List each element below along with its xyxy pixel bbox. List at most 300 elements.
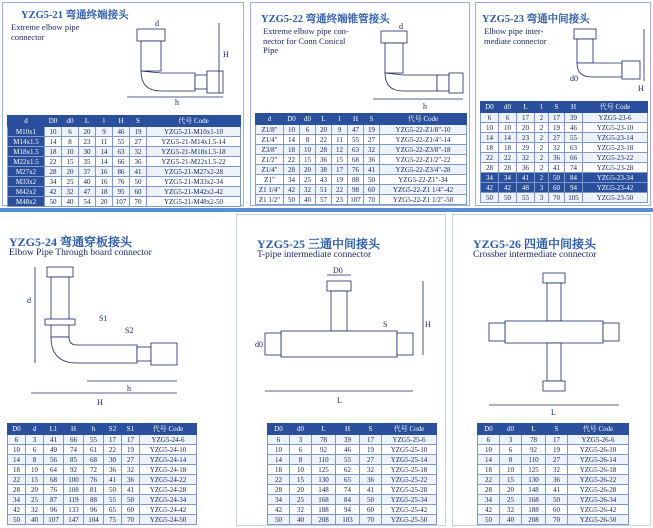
table-cell: 92 [64, 465, 84, 475]
panel-subtitle: Crossber intermediate connector [473, 250, 597, 260]
table-cell: 70 [130, 197, 147, 207]
panel-title: YZG5-21 弯通终端接头 [21, 10, 129, 21]
table-cell: 42 [268, 505, 290, 515]
table-cell: 41 [517, 173, 535, 183]
table-cell: 36 [517, 163, 535, 173]
table-row [8, 465, 197, 475]
table-cell: 12 [332, 145, 348, 155]
table-header-cell: d0 [500, 424, 522, 435]
table-cell: M42x2 [8, 187, 45, 197]
table-row [256, 185, 467, 195]
table-cell: YZG5-23-6 [583, 113, 648, 123]
table-row [268, 475, 437, 485]
table-cell: Z1 1/2" [256, 195, 284, 205]
table-cell: 55 [517, 193, 535, 203]
table-cell: 10 [45, 127, 62, 137]
table-cell: YZG5-23-14 [583, 133, 648, 143]
table-cell: 51 [316, 185, 332, 195]
through-board-elbow-drawing [27, 263, 207, 413]
elbow-intermediate-drawing [568, 25, 648, 95]
table-cell: 38 [316, 165, 332, 175]
table-row [8, 157, 241, 167]
table-cell: 50 [45, 197, 62, 207]
table-cell: 55 [84, 435, 104, 445]
table-header-cell: l [535, 102, 549, 113]
table-cell: 40 [290, 515, 312, 525]
spec-table [480, 101, 648, 203]
table-cell: 47 [79, 187, 96, 197]
table-cell: YZG5-23-22 [583, 153, 648, 163]
table-cell: 6 [290, 445, 312, 455]
table-cell: 41 [360, 485, 382, 495]
table-row [478, 505, 629, 515]
table-cell: 49 [44, 445, 64, 455]
table-cell: 15 [62, 157, 79, 167]
table-row [256, 135, 467, 145]
table-cell: 28 [481, 163, 499, 173]
table-cell: YZG5-25-18 [382, 465, 437, 475]
tee-connector-drawing [253, 267, 433, 417]
table-cell: 15 [26, 475, 44, 485]
table-cell: 14 [45, 137, 62, 147]
table-cell: 10 [499, 123, 517, 133]
table-cell: 10 [26, 465, 44, 475]
table-cell: 40 [79, 177, 96, 187]
table-cell: 63 [565, 143, 583, 153]
table-row [8, 167, 241, 177]
table-cell: YZG5-25-42 [382, 505, 437, 515]
table-cell: YZG5-25-28 [382, 485, 437, 495]
table-cell: 188 [522, 505, 546, 515]
table-cell: 96 [84, 505, 104, 515]
panel-subtitle: T-pipe intermediate connector [257, 250, 372, 260]
table-cell: 41 [130, 167, 147, 177]
table-row [268, 495, 437, 505]
table-cell: YZG5-21-M33x2-34 [147, 177, 241, 187]
table-cell: 3 [290, 435, 312, 445]
table-header-cell: D0 [481, 102, 499, 113]
table-cell: 32 [122, 465, 140, 475]
table-cell: 57 [316, 195, 332, 205]
table-cell: 65 [336, 475, 360, 485]
table-cell: YZG5-21-M10x1-10 [147, 127, 241, 137]
table-header-cell: d [26, 424, 44, 435]
table-row [268, 445, 437, 455]
table-header-cell: L [312, 424, 336, 435]
table-cell: 50 [499, 193, 517, 203]
table-cell: 64 [44, 465, 64, 475]
table-cell: 22 [481, 153, 499, 163]
table-header-cell: 代号 Code [382, 424, 437, 435]
table-cell: 76 [348, 165, 364, 175]
panel-yzg5-24 [2, 214, 232, 526]
table-cell: 25 [26, 495, 44, 505]
table-cell: 68 [44, 475, 64, 485]
table-cell: YZG5-26-10 [568, 445, 629, 455]
table-row [268, 465, 437, 475]
table-header-cell: L [79, 116, 96, 127]
table-cell: YZG5-22-Z1/4"-14 [380, 135, 467, 145]
table-cell: 66 [565, 153, 583, 163]
table-cell: 41 [104, 475, 122, 485]
table-cell: 15 [332, 155, 348, 165]
panel-yzg5-25 [236, 214, 446, 526]
table-cell: 10 [8, 445, 26, 455]
table-cell: 41 [44, 435, 64, 445]
table-cell: YZG5-25-50 [382, 515, 437, 525]
table-cell: 8 [26, 455, 44, 465]
table-header-cell: H [64, 424, 84, 435]
table-cell: 6 [268, 435, 290, 445]
table-cell: 32 [517, 153, 535, 163]
table-cell: 148 [522, 485, 546, 495]
table-row [268, 435, 437, 445]
table-cell: 16 [96, 167, 113, 177]
table-cell: 50 [546, 495, 568, 505]
table-cell: 27 [364, 135, 380, 145]
table-cell: 95 [113, 187, 130, 197]
table-cell: 72 [84, 465, 104, 475]
elbow-connector-drawing [115, 17, 235, 107]
table-cell: 98 [348, 185, 364, 195]
table-row [268, 505, 437, 515]
table-cell: 47 [348, 125, 364, 135]
table-cell: 104 [84, 515, 104, 525]
table-cell: YZG5-22-Z3/4"-28 [380, 165, 467, 175]
table-header-cell: H [565, 102, 583, 113]
table-cell: YZG5-24-6 [140, 435, 197, 445]
table-row [268, 485, 437, 495]
table-cell: 35 [79, 157, 96, 167]
dim-D0-label: D0 [333, 267, 343, 275]
table-header-cell: D0 [268, 424, 290, 435]
table-cell: 60 [546, 505, 568, 515]
panel-title: YZG5-24 弯通穿板接头 [9, 235, 133, 249]
table-row [478, 485, 629, 495]
table-cell: Z1 1/4" [256, 185, 284, 195]
table-cell: 32 [546, 465, 568, 475]
table-cell: Z1/4" [256, 135, 284, 145]
dim-d0-label: d0 [255, 340, 263, 349]
table-header-row [256, 114, 467, 125]
table-header-row [268, 424, 437, 435]
table-cell: 32 [26, 505, 44, 515]
table-cell: 17 [332, 165, 348, 175]
table-cell: 17 [517, 113, 535, 123]
dim-S1-label: S1 [99, 314, 108, 323]
table-cell: 70 [122, 515, 140, 525]
table-cell: 188 [312, 505, 336, 515]
table-cell: 50 [8, 515, 26, 525]
table-row [256, 125, 467, 135]
dim-h-label: h [423, 102, 427, 111]
table-cell: 76 [84, 475, 104, 485]
table-cell: 29 [517, 143, 535, 153]
table-cell: 148 [312, 485, 336, 495]
table-row [8, 475, 197, 485]
table-header-cell: h [84, 424, 104, 435]
table-cell: 6 [26, 445, 44, 455]
table-cell: 130 [312, 475, 336, 485]
table-cell: 27 [360, 455, 382, 465]
table-cell: 70 [364, 195, 380, 205]
spec-table [7, 115, 241, 207]
dim-H-label: H [97, 398, 103, 407]
panel-yzg5-26 [452, 214, 651, 526]
panel-title: YZG5-22 弯通终端锥管接头 [261, 14, 390, 25]
table-cell: 86 [113, 167, 130, 177]
table-header-cell: D0 [45, 116, 62, 127]
table-cell: YZG5-26-50 [568, 515, 629, 525]
table-cell: 92 [312, 445, 336, 455]
table-cell: 22 [284, 155, 300, 165]
table-cell: 20 [79, 127, 96, 137]
table-cell: 18 [45, 147, 62, 157]
table-cell: 2 [535, 163, 549, 173]
table-row [8, 505, 197, 515]
table-cell: YZG5-25-22 [382, 475, 437, 485]
table-header-cell: S [130, 116, 147, 127]
table-cell: 18 [8, 465, 26, 475]
table-row [8, 177, 241, 187]
table-cell: 208 [312, 515, 336, 525]
table-cell: 20 [300, 165, 316, 175]
table-header-cell: S2 [104, 424, 122, 435]
table-cell: 39 [565, 113, 583, 123]
table-cell: 125 [312, 465, 336, 475]
table-row [8, 127, 241, 137]
table-cell: 41 [546, 485, 568, 495]
table-cell: M48x2 [8, 197, 45, 207]
table-cell: 43 [316, 175, 332, 185]
table-cell: 34 [45, 177, 62, 187]
table-cell: YZG5-25-34 [382, 495, 437, 505]
table-row [481, 193, 648, 203]
table-cell: 19 [546, 445, 568, 455]
table-cell: 60 [122, 505, 140, 515]
table-cell: 84 [336, 495, 360, 505]
table-cell: 27 [130, 137, 147, 147]
table-cell: 42 [45, 187, 62, 197]
table-cell: 27 [546, 455, 568, 465]
table-cell: 41 [364, 165, 380, 175]
table-cell: 3 [500, 435, 522, 445]
table-cell: 81 [84, 485, 104, 495]
dim-H-label: H [425, 320, 431, 329]
table-cell: YZG5-24-50 [140, 515, 197, 525]
table-cell: 2 [535, 143, 549, 153]
table-cell: YZG5-21-M18x1.5-18 [147, 147, 241, 157]
table-cell: 36 [104, 465, 122, 475]
table-cell: 11 [96, 137, 113, 147]
table-cell: 40 [300, 195, 316, 205]
table-cell: YZG5-26-14 [568, 455, 629, 465]
table-cell: 14 [96, 147, 113, 157]
table-cell: 22 [478, 475, 500, 485]
table-cell: 74 [565, 163, 583, 173]
dim-d-label: d [155, 19, 159, 28]
table-cell: 107 [113, 197, 130, 207]
table-cell: 6 [8, 435, 26, 445]
table-cell: 22 [268, 475, 290, 485]
table-cell: 15 [300, 155, 316, 165]
table-cell: 168 [522, 495, 546, 505]
table-row [256, 155, 467, 165]
table-cell: 41 [122, 485, 140, 495]
table-cell: 66 [113, 157, 130, 167]
table-row [478, 445, 629, 455]
table-cell: 2 [535, 123, 549, 133]
table-header-cell: l [332, 114, 348, 125]
panel-subtitle: Elbow pipe inter- mediate connector [484, 26, 547, 46]
panel-yzg5-22 [250, 2, 470, 206]
table-cell: 14 [284, 135, 300, 145]
table-cell: 74 [336, 485, 360, 495]
table-cell: 9 [332, 125, 348, 135]
table-row [8, 435, 197, 445]
table-cell: YZG5-21-M27x2-28 [147, 167, 241, 177]
table-row [8, 485, 197, 495]
table-cell: YZG5-21-M42x2-42 [147, 187, 241, 197]
table-cell: 10 [268, 445, 290, 455]
table-cell: 103 [336, 515, 360, 525]
table-row [8, 495, 197, 505]
table-cell: 41 [549, 163, 565, 173]
table-cell: 40 [26, 515, 44, 525]
table-header-cell: d0 [290, 424, 312, 435]
table-cell: 30 [104, 455, 122, 465]
table-cell: 10 [290, 465, 312, 475]
table-cell: 50 [478, 515, 500, 525]
table-header-cell: H [113, 116, 130, 127]
table-cell: 55 [336, 455, 360, 465]
table-cell: 133 [64, 505, 84, 515]
table-row [481, 143, 648, 153]
table-cell: 34 [499, 173, 517, 183]
table-cell: 20 [517, 123, 535, 133]
table-cell: 42 [499, 183, 517, 193]
table-cell: 28 [284, 165, 300, 175]
table-cell: 19 [332, 175, 348, 185]
table-cell: Z1/2" [256, 155, 284, 165]
table-cell: 22 [332, 185, 348, 195]
spec-table [255, 113, 467, 205]
table-cell: 74 [64, 445, 84, 455]
table-cell: Z3/8" [256, 145, 284, 155]
spec-table [477, 423, 629, 525]
table-cell: YZG5-24-18 [140, 465, 197, 475]
table-row [268, 515, 437, 525]
table-cell: YZG5-25-10 [382, 445, 437, 455]
dim-d-label: d [399, 23, 403, 31]
table-row [268, 455, 437, 465]
table-cell: 6 [62, 127, 79, 137]
table-cell: 168 [312, 495, 336, 505]
table-cell: 60 [364, 185, 380, 195]
table-cell: 25 [290, 495, 312, 505]
table-cell: 61 [84, 445, 104, 455]
dim-H-label: H [638, 84, 644, 93]
table-cell: 17 [549, 113, 565, 123]
table-header-cell: l [96, 116, 113, 127]
table-cell: 110 [312, 455, 336, 465]
dim-L-label: L [337, 396, 342, 405]
table-cell: YZG5-24-14 [140, 455, 197, 465]
table-cell: 50 [268, 515, 290, 525]
table-cell: 110 [522, 455, 546, 465]
table-cell: 34 [478, 495, 500, 505]
table-cell: 15 [290, 475, 312, 485]
table-cell: 130 [522, 475, 546, 485]
dim-d-label: d [27, 296, 31, 305]
table-row [256, 195, 467, 205]
table-row [481, 123, 648, 133]
table-cell: 3 [26, 435, 44, 445]
table-cell: 23 [79, 137, 96, 147]
table-cell: 32 [549, 143, 565, 153]
table-cell: 36 [549, 153, 565, 163]
table-cell: 105 [565, 193, 583, 203]
table-cell: 10 [62, 147, 79, 157]
table-row [478, 455, 629, 465]
table-cell: 2 [535, 173, 549, 183]
table-cell: 78 [312, 435, 336, 445]
panel-subtitle: Elbow Pipe Through board connector [9, 248, 152, 258]
table-header-cell: 代号 Code [583, 102, 648, 113]
table-cell: 2 [535, 133, 549, 143]
table-cell: 14 [481, 133, 499, 143]
table-cell: 36 [130, 157, 147, 167]
table-cell: 19 [122, 445, 140, 455]
table-cell: 27 [122, 455, 140, 465]
table-cell: 22 [104, 445, 122, 455]
table-cell: 88 [84, 495, 104, 505]
table-cell: 55 [104, 495, 122, 505]
table-cell: 2 [535, 113, 549, 123]
table-cell: 208 [522, 515, 546, 525]
table-header-cell: H [336, 424, 360, 435]
table-cell: 3 [535, 183, 549, 193]
table-header-cell: S1 [122, 424, 140, 435]
table-cell: YZG5-24-22 [140, 475, 197, 485]
table-cell: 76 [44, 485, 64, 495]
table-cell: 19 [130, 127, 147, 137]
table-cell: 34 [284, 175, 300, 185]
table-cell: YZG5-23-10 [583, 123, 648, 133]
table-header-row [8, 424, 197, 435]
table-cell: 20 [500, 485, 522, 495]
table-cell: 36 [546, 475, 568, 485]
table-cell: 30 [79, 147, 96, 157]
table-cell: 14 [499, 133, 517, 143]
table-cell: 14 [96, 157, 113, 167]
table-row [8, 197, 241, 207]
table-header-row [8, 116, 241, 127]
table-cell: 3 [535, 193, 549, 203]
table-cell: 34 [268, 495, 290, 505]
table-row [256, 145, 467, 155]
table-cell: 20 [316, 125, 332, 135]
table-cell: 32 [364, 145, 380, 155]
table-cell: 20 [96, 197, 113, 207]
table-cell: YZG5-22-Z1/8"-10 [380, 125, 467, 135]
table-cell: 60 [549, 183, 565, 193]
table-cell: YZG5-26-18 [568, 465, 629, 475]
table-cell: Z1/4" [256, 165, 284, 175]
table-row [8, 455, 197, 465]
table-header-cell: L [316, 114, 332, 125]
table-cell: 75 [104, 515, 122, 525]
